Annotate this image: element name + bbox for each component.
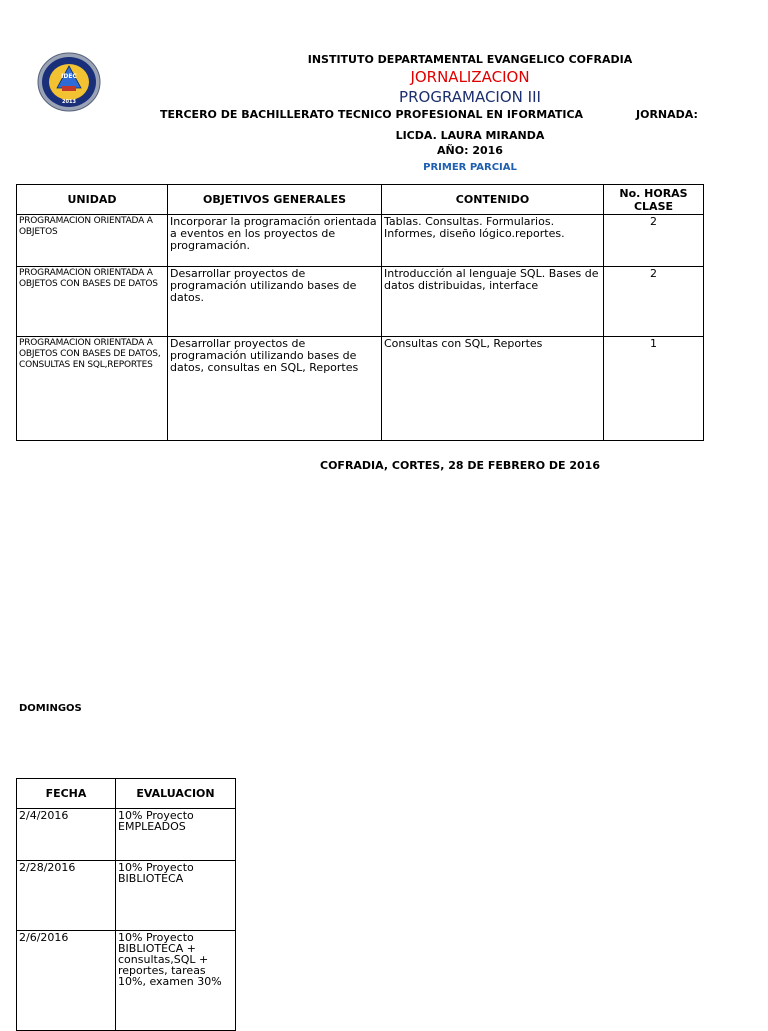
grade-label: TERCERO DE BACHILLERATO TECNICO PROFESIONAL EN IFORMATICA xyxy=(160,108,584,121)
cell-horas: 1 xyxy=(604,337,704,441)
header-evaluacion: EVALUACION xyxy=(116,779,236,809)
cell-evaluacion: 10% Proyecto BIBLIOTECA + consultas,SQL + reportes, tareas 10%, examen 30% xyxy=(116,931,236,1031)
document-title: JORNALIZACION xyxy=(410,68,530,86)
cell-objetivo: Desarrollar proyectos de programación utilizando bases de datos, consultas en SQL, Reportes xyxy=(168,337,382,441)
header-horas: No. HORAS CLASE xyxy=(604,185,704,215)
table-row xyxy=(17,337,704,441)
cell-horas: 2 xyxy=(604,215,704,267)
place-date: COFRADIA, CORTES, 28 DE FEBRERO DE 2016 xyxy=(320,459,600,472)
cell-contenido: Introducción al lenguaje SQL. Bases de datos distribuidas, interface xyxy=(382,267,604,337)
planning-table xyxy=(16,184,704,441)
table-row xyxy=(17,931,236,1031)
jornada-label: JORNADA: xyxy=(636,108,698,121)
cell-objetivo: Incorporar la programación orientada a eventos en los proyectos de programación. xyxy=(168,215,382,267)
table-header-row xyxy=(17,779,236,809)
cell-contenido: Consultas con SQL, Reportes xyxy=(382,337,604,441)
teacher-name: LICDA. LAURA MIRANDA xyxy=(395,129,545,142)
header-fecha: FECHA xyxy=(17,779,116,809)
table-row xyxy=(17,215,704,267)
institute-name: INSTITUTO DEPARTAMENTAL EVANGELICO COFRADIA xyxy=(307,53,633,66)
table-row xyxy=(17,267,704,337)
table-header-row xyxy=(17,185,704,215)
cell-evaluacion: 10% Proyecto BIBLIOTECA xyxy=(116,861,236,931)
cell-fecha: 2/6/2016 xyxy=(17,931,116,1031)
cell-unidad: PROGRAMACION ORIENTADA A OBJETOS xyxy=(17,215,168,267)
cell-fecha: 2/4/2016 xyxy=(17,809,116,861)
cell-fecha: 2/28/2016 xyxy=(17,861,116,931)
cell-objetivo: Desarrollar proyectos de programación utilizando bases de datos. xyxy=(168,267,382,337)
table-row xyxy=(17,809,236,861)
school-year: AÑO: 2016 xyxy=(437,144,503,157)
cell-unidad: PROGRAMACION ORIENTADA A OBJETOS CON BASES DE DATOS xyxy=(17,267,168,337)
cell-contenido: Tablas. Consultas. Formularios. Informes, diseño lógico.reportes. xyxy=(382,215,604,267)
domingos-label: DOMINGOS xyxy=(19,703,82,714)
table-row xyxy=(17,861,236,931)
institute-logo xyxy=(37,52,101,112)
logo-top-text: IDEC xyxy=(61,73,77,80)
subject-title: PROGRAMACION III xyxy=(399,88,541,106)
period-label: PRIMER PARCIAL xyxy=(423,162,517,173)
header-contenido: CONTENIDO xyxy=(382,185,604,215)
header-objetivos: OBJETIVOS GENERALES xyxy=(168,185,382,215)
header-unidad: UNIDAD xyxy=(17,185,168,215)
cell-evaluacion: 10% Proyecto EMPLEADOS xyxy=(116,809,236,861)
evaluation-table xyxy=(16,778,236,1031)
logo-year-text: 2013 xyxy=(62,99,76,105)
cell-unidad: PROGRAMACION ORIENTADA A OBJETOS CON BASES DE DATOS, CONSULTAS EN SQL,REPORTES xyxy=(17,337,168,441)
cell-horas: 2 xyxy=(604,267,704,337)
